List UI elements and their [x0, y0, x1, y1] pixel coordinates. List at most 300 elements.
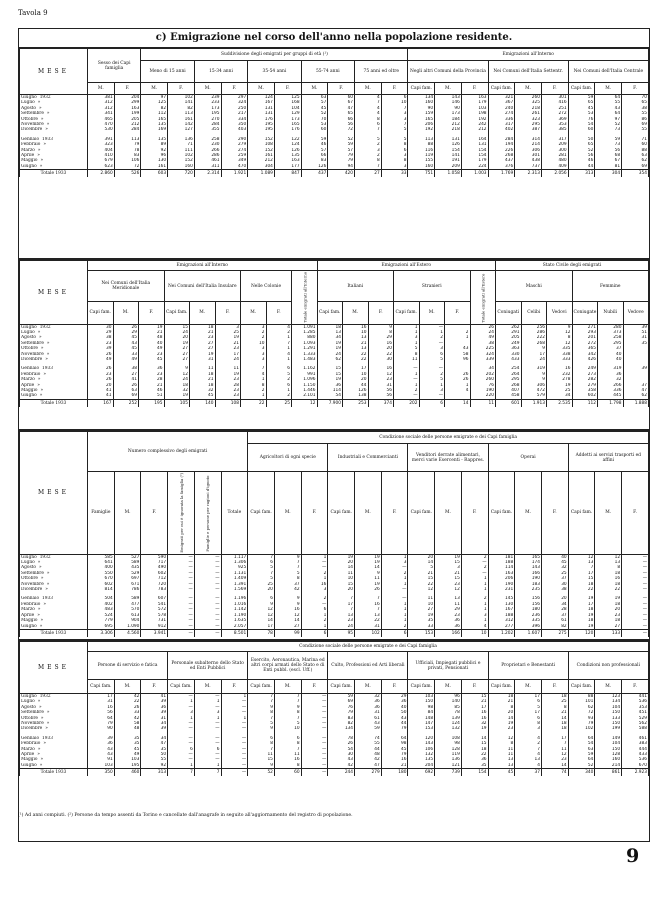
value-cell: 31 [368, 383, 394, 388]
month-name: Luglio [21, 100, 35, 106]
month-name: Novembre [21, 721, 44, 727]
month-year: » [39, 163, 43, 169]
month-year: » [37, 100, 41, 106]
value-cell: 19 [215, 335, 241, 340]
value-cell: 6 [515, 699, 542, 704]
value-cell: 84 [408, 710, 435, 715]
value-cell: 279 [572, 383, 598, 388]
value-cell: 55 [141, 757, 168, 762]
value-cell: 1 [394, 341, 420, 346]
value-cell: 27 [408, 607, 435, 612]
value-cell: 18 [461, 747, 488, 752]
value-cell: 7 [266, 341, 292, 346]
value-cell: 155 [408, 158, 435, 163]
value-cell: 40 [598, 352, 624, 357]
value-cell: 27 [164, 357, 190, 362]
value-cell: 4 [445, 388, 471, 393]
value-cell: 268 [521, 341, 547, 346]
value-cell: — [301, 721, 328, 726]
value-cell: 63 [622, 153, 649, 158]
value-cell: 98 [435, 741, 462, 746]
value-cell: 19 [547, 383, 573, 388]
value-cell: 5 [248, 576, 275, 581]
month-name: Dicembre [21, 726, 43, 732]
value-cell: 177 [274, 164, 301, 170]
value-cell: 146 [435, 100, 462, 105]
value-cell: 98 [408, 705, 435, 710]
value-cell: 22 [343, 357, 369, 362]
value-cell: 323 [88, 142, 115, 147]
value-cell: 7 [568, 565, 595, 570]
value-cell: 127 [168, 127, 195, 132]
value-cell: 85 [435, 705, 462, 710]
value-cell: 613 [114, 613, 141, 618]
value-cell: 12 [435, 587, 462, 592]
value-cell: 7 [328, 607, 355, 612]
value-cell: 24 [317, 352, 343, 357]
value-cell: 251 [541, 106, 568, 111]
value-cell: 112 [141, 111, 168, 116]
value-cell: 36 [598, 372, 624, 377]
value-cell: 284 [194, 122, 221, 127]
value-cell: 3 [215, 324, 241, 330]
value-cell: 250 [221, 106, 248, 111]
month-year: » [46, 710, 50, 716]
value-cell: 72 [568, 710, 595, 715]
value-cell: 336 [488, 117, 515, 122]
value-cell: 220 [470, 393, 496, 399]
value-cell: 24 [164, 377, 190, 382]
value-cell: — [168, 607, 195, 612]
value-cell: — [221, 763, 248, 769]
value-cell: 588 [622, 726, 649, 731]
value-cell: 54 [568, 741, 595, 746]
value-cell: 37 [623, 383, 649, 388]
value-cell: 218 [435, 127, 462, 132]
value-cell: 153 [408, 726, 435, 731]
value-cell: 22 [408, 582, 435, 587]
value-cell: 60 [568, 127, 595, 132]
value-cell: 136 [435, 757, 462, 762]
value-cell: 97 [141, 95, 168, 101]
value-cell: 3 [241, 357, 267, 362]
value-cell: 277 [488, 624, 515, 630]
t3-head-5: Totale [221, 472, 248, 555]
value-cell: 1.016 [221, 602, 248, 607]
value-cell: 291 [496, 330, 522, 335]
value-cell: 78 [435, 710, 462, 715]
value-cell: 44 [343, 383, 369, 388]
value-cell: 5 [266, 372, 292, 377]
value-cell: 286 [194, 153, 221, 158]
value-cell: 69 [328, 699, 355, 704]
t3-sub: M. [355, 472, 382, 555]
value-cell: 34 [317, 335, 343, 340]
value-cell: 1 [266, 335, 292, 340]
value-cell: 35 [114, 741, 141, 746]
value-cell: 23 [368, 377, 394, 382]
total-cell: 7.900 [317, 399, 343, 407]
value-cell: 695 [88, 624, 115, 630]
value-cell: 15 [317, 372, 343, 377]
t3-head-9: Operai [488, 444, 568, 472]
total-cell: 861 [595, 769, 622, 777]
value-cell: 121 [435, 763, 462, 769]
t3-head-10: Addetti ai servizi trasporti ed affini [568, 444, 648, 472]
value-cell: 266 [194, 148, 221, 153]
value-cell: 141 [435, 153, 462, 158]
total-cell: — [221, 769, 248, 777]
value-cell: 458 [496, 393, 522, 399]
value-cell: 5 [408, 565, 435, 570]
value-cell: 145 [488, 596, 515, 601]
value-cell: 39 [623, 324, 649, 330]
value-cell: 180 [515, 607, 542, 612]
table2-sub-header: M. [419, 302, 445, 324]
value-cell: 29 [368, 335, 394, 340]
value-cell: 156 [515, 596, 542, 601]
value-cell: 24 [521, 357, 547, 362]
value-cell: — [221, 721, 248, 726]
value-cell: 150 [408, 699, 435, 704]
value-cell: 62 [317, 357, 343, 362]
value-cell: 49 [470, 335, 496, 340]
value-cell: 325 [515, 100, 542, 105]
value-cell: 259 [221, 153, 248, 158]
value-cell: 1 [394, 324, 420, 330]
value-cell: 27 [113, 372, 139, 377]
table1-sub-header: F. [328, 83, 355, 95]
value-cell: 7 [381, 106, 408, 111]
month-name: Luglio [21, 699, 35, 705]
value-cell: 18 [595, 582, 622, 587]
value-cell: 64 [595, 95, 622, 101]
value-cell: 13 [488, 763, 515, 769]
value-cell: 1.635 [221, 618, 248, 623]
value-cell: 814 [88, 587, 115, 592]
value-cell: 880 [292, 335, 318, 340]
value-cell: 5 [248, 565, 275, 570]
value-cell: 2 [381, 571, 408, 576]
value-cell: 32 [598, 377, 624, 382]
value-cell: 1.162 [292, 366, 318, 371]
month-year: » [45, 587, 48, 593]
value-cell: 17 [541, 736, 568, 741]
value-cell: 21 [139, 383, 165, 388]
value-cell: 8 [248, 741, 275, 746]
value-cell: 7 [274, 560, 301, 565]
table4-sub-header: F. [461, 680, 488, 694]
t4-head-2: Esercito, Aeronautica, Marina ed altri corpi armati dello Stato e di Enti pubbl. (escl. Uff.) [248, 652, 328, 680]
total-cell: 2.923 [622, 769, 649, 777]
value-cell: 8 [274, 576, 301, 581]
month-name: Giugno [21, 694, 37, 699]
t3-sub: M. [274, 472, 301, 555]
value-cell: 26 [88, 366, 114, 371]
value-cell: 45 [114, 747, 141, 752]
value-cell: 15 [461, 694, 488, 700]
value-cell: 1 [301, 576, 328, 581]
value-cell: 27 [274, 624, 301, 630]
value-cell: 140 [435, 699, 462, 704]
value-cell: 1 [221, 716, 248, 721]
value-cell: 42 [355, 757, 382, 762]
value-cell: 1 [168, 699, 195, 704]
value-cell: 2 [461, 596, 488, 601]
value-cell: 39 [88, 346, 114, 351]
value-cell: 64 [568, 757, 595, 762]
value-cell: 16 [381, 757, 408, 762]
table1-sub-header: M. [435, 83, 462, 95]
value-cell: — [221, 726, 248, 731]
value-cell: 18 [488, 694, 515, 700]
value-cell: 36 [381, 699, 408, 704]
month-year: » [37, 746, 41, 752]
value-cell: 114 [488, 565, 515, 570]
value-cell: 42 [274, 587, 301, 592]
value-cell: 59 [328, 694, 355, 700]
value-cell: 194 [488, 142, 515, 147]
value-cell: 235 [515, 587, 542, 592]
month-name: Agosto [21, 565, 36, 571]
total-cell: 7 [168, 769, 195, 777]
value-cell: — [168, 565, 195, 570]
value-cell: 195 [248, 127, 275, 132]
value-cell: 81 [595, 164, 622, 170]
value-cell: 282 [572, 377, 598, 382]
value-cell: 14 [248, 618, 275, 623]
value-cell: 1.483 [292, 357, 318, 362]
value-cell: 1.096 [292, 377, 318, 382]
value-cell: 71 [168, 142, 195, 147]
total-cell: 1.202 [488, 629, 515, 637]
value-cell: 51 [623, 330, 649, 335]
value-cell: 52 [301, 111, 328, 116]
value-cell: — [381, 587, 408, 592]
month-year: » [46, 351, 50, 357]
value-cell: 143 [515, 565, 542, 570]
value-cell: 13 [328, 613, 355, 618]
value-cell: 8 [381, 158, 408, 163]
value-cell: 36 [355, 699, 382, 704]
value-cell: 76 [568, 117, 595, 122]
value-cell: 4 [241, 372, 267, 377]
value-cell: 31 [141, 716, 168, 721]
table4-sub-header: Capi fam. [168, 680, 195, 694]
value-cell: 38 [88, 335, 114, 340]
month-year: 1933 [42, 735, 53, 741]
value-cell: 444 [622, 747, 649, 752]
value-cell: 2 [301, 571, 328, 576]
value-cell: — [221, 757, 248, 762]
value-cell: 183 [515, 582, 542, 587]
month-name: Giugno [21, 163, 37, 169]
value-cell: 13 [595, 560, 622, 565]
total-cell: 7 [194, 769, 221, 777]
value-cell: 59 [568, 752, 595, 757]
month-year: 1932 [39, 324, 51, 330]
value-cell: 139 [435, 716, 462, 721]
total-cell: 14 [445, 399, 471, 407]
month-year: 1933 [42, 136, 53, 142]
value-cell: 45 [568, 106, 595, 111]
total-cell: 60 [274, 769, 301, 777]
value-cell: 233 [194, 100, 221, 105]
value-cell: 26 [355, 587, 382, 592]
value-cell: 311 [194, 164, 221, 170]
value-cell: 383 [622, 741, 649, 746]
value-cell: 26 [113, 383, 139, 388]
value-cell: 720 [141, 582, 168, 587]
total-cell: 2.313 [515, 170, 542, 178]
value-cell: 103 [408, 694, 435, 700]
value-cell: 16 [274, 607, 301, 612]
t1-group-age: Suddivisione degli emigrati per gruppi di età (¹) [141, 49, 408, 61]
t3-sub: F. [301, 472, 328, 555]
month-name: Settembre [21, 340, 44, 346]
value-cell: 33 [114, 710, 141, 715]
value-cell: 205 [496, 335, 522, 340]
value-cell: 49 [114, 752, 141, 757]
month-name: Aprile [21, 752, 35, 758]
value-cell: — [194, 757, 221, 762]
total-label: Totale 1933 [20, 769, 88, 777]
value-cell: 2 [445, 330, 471, 335]
value-cell: 2 [301, 596, 328, 601]
value-cell: 218 [515, 106, 542, 111]
value-cell: 43 [328, 757, 355, 762]
table4-sub-header: F. [541, 680, 568, 694]
value-cell: 57 [301, 148, 328, 153]
value-cell: 912 [141, 624, 168, 630]
table1-sub-header: F. [274, 83, 301, 95]
value-cell: 78 [328, 736, 355, 741]
month-year: » [37, 153, 40, 159]
value-cell: 154 [461, 153, 488, 158]
value-cell: 9 [248, 705, 275, 710]
value-cell: 1 [461, 618, 488, 623]
value-cell: 18 [190, 324, 216, 330]
value-cell: 16 [343, 324, 369, 330]
value-cell: 11 [215, 366, 241, 371]
value-cell: 572 [141, 607, 168, 612]
value-cell: 83 [114, 153, 141, 158]
month-name: Gennaio [21, 136, 40, 142]
value-cell: — [394, 366, 420, 371]
value-cell: 717 [141, 560, 168, 565]
value-cell: 323 [515, 117, 542, 122]
value-cell: 56 [368, 388, 394, 393]
month-name: Settembre [21, 570, 44, 576]
value-cell: 44 [568, 164, 595, 170]
value-cell: 72 [328, 127, 355, 132]
value-cell: 173 [194, 106, 221, 111]
t3-head-1: M. [114, 472, 141, 555]
value-cell: 108 [435, 736, 462, 741]
table1-sub-header: F. [541, 83, 568, 95]
value-cell: 330 [496, 352, 522, 357]
month-year: » [46, 111, 50, 117]
value-cell: 22 [368, 352, 394, 357]
value-cell: 164 [461, 137, 488, 142]
value-cell: 33 [408, 624, 435, 630]
value-cell: 49 [139, 346, 165, 351]
t1-head-8: Nei Comuni dell'Italia Centrale [568, 61, 648, 83]
value-cell: 324 [470, 352, 496, 357]
table-social-condition-2 [19, 639, 649, 826]
value-cell: — [221, 699, 248, 704]
value-cell: 39 [141, 710, 168, 715]
value-cell: 165 [515, 554, 542, 560]
value-cell: 181 [488, 554, 515, 560]
month-year: » [40, 158, 44, 164]
value-cell: 272 [572, 341, 598, 346]
value-cell: 20 [328, 560, 355, 565]
value-cell: 272 [541, 111, 568, 116]
value-cell: 56 [568, 153, 595, 158]
value-cell: — [194, 613, 221, 618]
value-cell: 280 [598, 324, 624, 330]
value-cell: 2 [381, 624, 408, 630]
month-year: 1933 [42, 596, 53, 602]
month-year: » [46, 721, 50, 727]
value-cell: 8 [274, 763, 301, 769]
value-cell: 5 [248, 721, 275, 726]
value-cell: 271 [572, 324, 598, 330]
value-cell: 17 [248, 624, 275, 630]
value-cell: 6 [266, 383, 292, 388]
value-cell: 20 [88, 383, 114, 388]
value-cell: 336 [598, 388, 624, 393]
value-cell: 36 [139, 366, 165, 371]
value-cell: 19 [435, 554, 462, 560]
table1-sub-header: M. [248, 83, 275, 95]
value-cell: 239 [194, 95, 221, 101]
value-cell: 426 [572, 357, 598, 362]
value-cell: 1 [168, 763, 195, 769]
value-cell: 461 [622, 736, 649, 741]
t4-head-6: Condizioni non professionali [568, 652, 648, 680]
value-cell: 8 [248, 710, 275, 715]
t4-head-1: Personale subalterno dello Stato ed Enti Pubblici [168, 652, 248, 680]
value-cell: 530 [88, 127, 115, 132]
month-name: Luglio [21, 560, 35, 566]
value-cell: 212 [435, 122, 462, 127]
value-cell: 61 [355, 716, 382, 721]
value-cell: 52 [568, 763, 595, 769]
value-cell: 5 [274, 721, 301, 726]
value-cell: 199 [114, 111, 141, 116]
value-cell: — [394, 377, 420, 382]
value-cell: 1 [301, 554, 328, 560]
value-cell: 67 [328, 100, 355, 105]
value-cell: 570 [114, 607, 141, 612]
value-cell: 176 [248, 117, 275, 122]
table4-sub-header: F. [141, 680, 168, 694]
value-cell: 12 [408, 587, 435, 592]
t3-head-3: Emigrati per cui è ignorata la famiglia (²) [168, 472, 195, 555]
month-name: Dicembre [21, 356, 43, 362]
value-cell: 20 [368, 346, 394, 351]
value-cell: 20 [248, 587, 275, 592]
value-cell: — [168, 554, 195, 560]
value-cell: 32 [461, 721, 488, 726]
value-cell: 7 [274, 716, 301, 721]
t3-sub: F. [461, 472, 488, 555]
value-cell: — [168, 721, 195, 726]
value-cell: 1.291 [292, 346, 318, 351]
month-name: Giugno [21, 623, 37, 629]
